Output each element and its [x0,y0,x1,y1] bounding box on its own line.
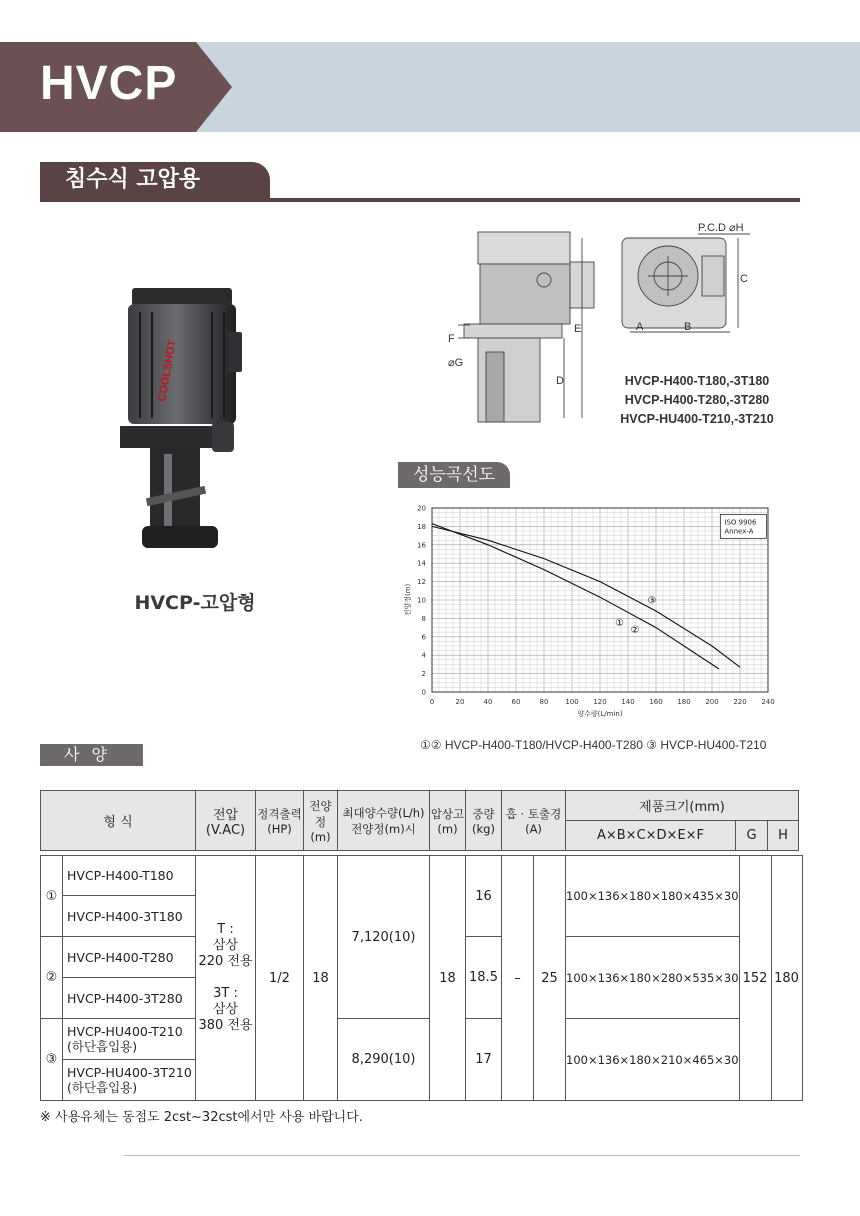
x-tick-label: 180 [677,698,691,706]
weight-cell-3: 17 [466,1019,502,1101]
header-weight: 중량 (kg) [466,791,502,851]
drawing-model-1: HVCP-H400-T180,-3T180 [624,374,770,388]
y-tick-label: 2 [421,670,426,679]
x-axis-label: 양수량(L/min) [577,710,623,718]
lift-cell: 18 [430,856,466,1101]
y-axis-label: 전양정(m) [404,583,412,617]
bottom-divider [124,1155,800,1156]
model-6: HVCP-HU400-3T210 (하단흡입용) [63,1060,196,1101]
x-tick-label: 20 [455,698,465,706]
iso-annotation [720,514,766,538]
header-size: 제품크기(mm) [566,791,799,821]
performance-chart-svg [398,500,788,725]
dim-c-label: C [740,273,748,285]
y-tick-label: 14 [417,559,426,568]
voltage-cell: T : 삼상 220 전용 3T : 삼상 380 전용 [196,856,256,1101]
product-caption: HVCP-고압형 [134,592,256,614]
header-power: 정격출력 (HP) [256,791,304,851]
y-tick-label: 12 [417,578,426,587]
dim-f-label: F [448,333,455,345]
x-tick-label: 100 [565,698,579,706]
size-cell-1: 100×136×180×180×435×30 [566,856,740,937]
dim-e-label: E [574,323,582,335]
table-row [41,856,803,896]
drawing-model-2: HVCP-H400-T280,-3T280 [624,393,770,407]
header-banner [0,42,860,132]
y-tick-label: 10 [417,596,426,605]
series-label: ③ [647,595,657,607]
x-tick-label: 40 [483,698,493,706]
spec-header-table [40,790,799,851]
series-label: ① [615,617,625,629]
y-tick-label: 18 [417,522,426,531]
pcd-label: P.C.D ⌀H [698,222,744,234]
x-tick-label: 80 [539,698,549,706]
group-3: ③ [41,1019,63,1101]
head-cell: 18 [304,856,338,1101]
h-cell: 180 [771,856,802,1101]
weight-cell-2: 18.5 [466,937,502,1019]
performance-chart [398,500,788,729]
group-2: ② [41,937,63,1019]
group-1: ① [41,856,63,937]
model-1: HVCP-H400-T180 [63,856,196,896]
model-4: HVCP-H400-3T280 [63,978,196,1019]
drawing-model-3: HVCP-HU400-T210,-3T210 [620,412,774,426]
model-2: HVCP-H400-3T180 [63,896,196,937]
table-row [41,1019,803,1060]
annotation-line: ISO 9906 [724,518,757,527]
g-cell: 152 [739,856,771,1101]
dim-b-label: B [684,321,692,333]
weight-cell-1: 16 [466,856,502,937]
y-tick-label: 20 [417,504,426,513]
section-title: 침수식 고압용 [40,162,270,198]
section-header [40,162,800,204]
dim-a-label: A [636,321,644,333]
power-cell: 1/2 [256,856,304,1101]
chart-legend: ①② HVCP-H400-T180/HVCP-H400-T280 ③ HVCP-HU400-T210 [420,738,767,752]
x-tick-label: 60 [511,698,521,706]
y-tick-label: 16 [417,541,426,550]
x-tick-label: 140 [621,698,635,706]
header-voltage: 전압 (V.AC) [196,791,256,851]
flow-cell-1: 7,120(10) [338,856,430,1019]
model-5: HVCP-HU400-T210 (하단흡입용) [63,1019,196,1060]
header-h: H [768,821,799,851]
flow-cell-2: 8,290(10) [338,1019,430,1101]
dim-d-label: D [556,375,564,387]
spec-title: 사양 [40,744,143,766]
header-port: 흡 · 토출경 (A) [502,791,566,851]
annotation-line: Annex-A [724,527,754,536]
series-line-1 [432,524,719,669]
drawing-model-list [606,372,788,429]
size-cell-2: 100×136×180×280×535×30 [566,937,740,1019]
header-model: 형 식 [41,791,196,851]
header-g: G [736,821,768,851]
pump-product-photo [120,282,250,562]
y-tick-label: 8 [421,614,426,623]
series-label: ② [630,625,640,637]
header-size-sub: A×B×C×D×E×F [566,821,736,851]
header-lift: 압상고 (m) [430,791,466,851]
x-tick-label: 0 [429,698,435,706]
model-3: HVCP-H400-T280 [63,937,196,978]
y-tick-label: 4 [421,651,426,660]
port-suction-cell: – [502,856,534,1101]
page-title: HVCP [40,57,178,110]
x-tick-label: 160 [649,698,663,706]
y-tick-label: 6 [421,633,426,642]
size-cell-3: 100×136×180×210×465×30 [566,1019,740,1101]
brand-mark: COOLSHOT [156,339,179,403]
y-tick-label: 0 [421,688,426,697]
port-discharge-cell: 25 [534,856,566,1101]
x-tick-label: 200 [705,698,719,706]
spec-body-table [40,855,803,1101]
header-head: 전양정 (m) [304,791,338,851]
section-divider [40,198,800,202]
x-tick-label: 120 [593,698,607,706]
curve-title: 성능곡선도 [398,462,510,488]
footnote: ※ 사용유체는 동점도 2cst~32cst에서만 사용 바랍니다. [40,1110,363,1125]
x-tick-label: 220 [733,698,747,706]
dim-g-label: ⌀G [448,357,464,369]
header-flow: 최대양수량(L/h) 전양정(m)시 [338,791,430,851]
x-tick-label: 240 [761,698,775,706]
